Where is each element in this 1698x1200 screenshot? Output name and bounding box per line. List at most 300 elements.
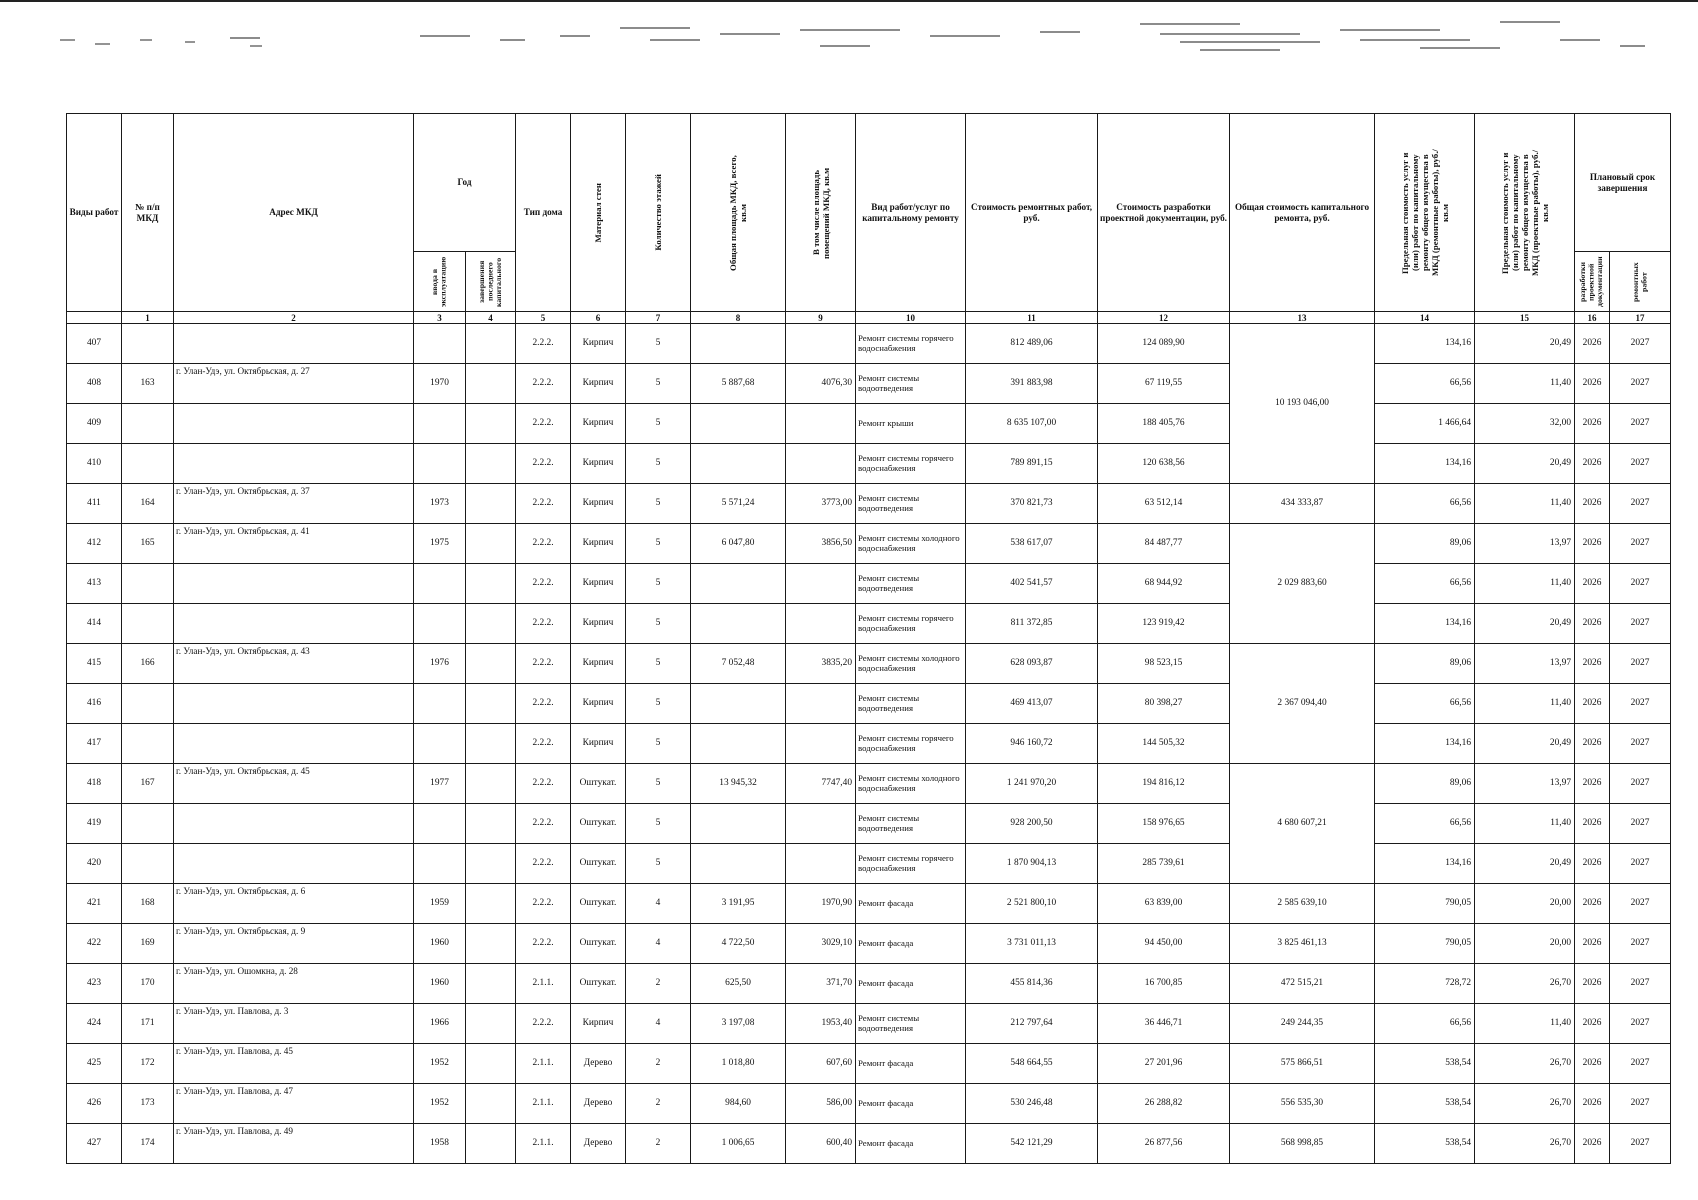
- header-year-commission-text: ввода в эксплуатацию: [430, 256, 448, 307]
- row-deadline-design: 2026: [1575, 484, 1610, 524]
- row-premises-area: 3773,00: [786, 484, 856, 524]
- row-limit-repair: 728,72: [1375, 964, 1475, 1004]
- row-year-commission: [414, 684, 466, 724]
- scan-noise-header: [0, 0, 1698, 110]
- row-floors: 5: [626, 444, 691, 484]
- row-repair-cost: 402 541,57: [966, 564, 1098, 604]
- row-work-id: 421: [67, 884, 122, 924]
- row-work-type: Ремонт системы холодного водоснабжения: [856, 524, 966, 564]
- row-year-commission: 1959: [414, 884, 466, 924]
- row-house-type: 2.2.2.: [516, 364, 571, 404]
- table-row: [67, 844, 1671, 884]
- row-address: г. Улан-Удэ, ул. Павлова, д. 47: [174, 1084, 414, 1124]
- row-limit-design: 20,49: [1475, 604, 1575, 644]
- table-row: [67, 564, 1671, 604]
- row-design-cost: 36 446,71: [1098, 1004, 1230, 1044]
- row-address: г. Улан-Удэ, ул. Октябрьская, д. 43: [174, 644, 414, 684]
- table-row: [67, 444, 1671, 484]
- row-floors: 2: [626, 1084, 691, 1124]
- row-year-last-repair: [466, 884, 516, 924]
- row-house-type: 2.2.2.: [516, 924, 571, 964]
- row-work-id: 423: [67, 964, 122, 1004]
- row-floors: 5: [626, 804, 691, 844]
- row-repair-cost: 370 821,73: [966, 484, 1098, 524]
- row-limit-design: 20,00: [1475, 884, 1575, 924]
- row-deadline-design: 2026: [1575, 1084, 1610, 1124]
- row-year-commission: 1960: [414, 924, 466, 964]
- row-total-cost: 2 029 883,60: [1230, 524, 1375, 644]
- row-total-area: [691, 684, 786, 724]
- row-house-type: 2.2.2.: [516, 524, 571, 564]
- col-number: 2: [174, 312, 414, 324]
- table-row: [67, 404, 1671, 444]
- table-row: [67, 1004, 1671, 1044]
- header-wall-material: [571, 114, 626, 312]
- row-limit-design: 11,40: [1475, 684, 1575, 724]
- row-work-type: Ремонт фасада: [856, 1124, 966, 1164]
- row-address: г. Улан-Удэ, ул. Ошомкна, д. 28: [174, 964, 414, 1004]
- row-total-area: 3 197,08: [691, 1004, 786, 1044]
- row-house-type: 2.1.1.: [516, 1124, 571, 1164]
- row-floors: 5: [626, 764, 691, 804]
- row-premises-area: 3835,20: [786, 644, 856, 684]
- row-year-commission: [414, 564, 466, 604]
- row-deadline-repair: 2027: [1610, 1084, 1671, 1124]
- row-address: г. Улан-Удэ, ул. Павлова, д. 49: [174, 1124, 414, 1164]
- row-limit-design: 11,40: [1475, 1004, 1575, 1044]
- row-deadline-repair: 2027: [1610, 564, 1671, 604]
- row-total-area: [691, 724, 786, 764]
- row-work-type: Ремонт системы холодного водоснабжения: [856, 764, 966, 804]
- row-mkd-number: 164: [122, 484, 174, 524]
- row-premises-area: [786, 844, 856, 884]
- row-address: г. Улан-Удэ, ул. Октябрьская, д. 9: [174, 924, 414, 964]
- row-address: г. Улан-Удэ, ул. Октябрьская, д. 41: [174, 524, 414, 564]
- row-total-cost: 556 535,30: [1230, 1084, 1375, 1124]
- row-work-type: Ремонт системы горячего водоснабжения: [856, 724, 966, 764]
- row-work-id: 422: [67, 924, 122, 964]
- row-deadline-repair: 2027: [1610, 404, 1671, 444]
- row-limit-repair: 66,56: [1375, 684, 1475, 724]
- row-total-area: [691, 564, 786, 604]
- row-wall-material: Кирпич: [571, 484, 626, 524]
- row-year-last-repair: [466, 684, 516, 724]
- row-mkd-number: 174: [122, 1124, 174, 1164]
- row-repair-cost: 1 241 970,20: [966, 764, 1098, 804]
- row-total-cost: 3 825 461,13: [1230, 924, 1375, 964]
- row-work-id: 409: [67, 404, 122, 444]
- row-address: г. Улан-Удэ, ул. Октябрьская, д. 45: [174, 764, 414, 804]
- row-design-cost: 144 505,32: [1098, 724, 1230, 764]
- row-work-id: 411: [67, 484, 122, 524]
- row-year-last-repair: [466, 604, 516, 644]
- row-floors: 5: [626, 524, 691, 564]
- row-house-type: 2.2.2.: [516, 604, 571, 644]
- header-total-cost: Общая стоимость капитального ремонта, руб.: [1230, 114, 1375, 312]
- table-row: [67, 724, 1671, 764]
- row-work-id: 413: [67, 564, 122, 604]
- row-deadline-repair: 2027: [1610, 724, 1671, 764]
- row-limit-design: 20,49: [1475, 724, 1575, 764]
- row-year-last-repair: [466, 1044, 516, 1084]
- row-design-cost: 124 089,90: [1098, 324, 1230, 364]
- row-year-commission: [414, 844, 466, 884]
- row-repair-cost: 8 635 107,00: [966, 404, 1098, 444]
- row-wall-material: Дерево: [571, 1124, 626, 1164]
- row-address: [174, 844, 414, 884]
- row-design-cost: 63 839,00: [1098, 884, 1230, 924]
- row-mkd-number: [122, 324, 174, 364]
- row-wall-material: Оштукат.: [571, 764, 626, 804]
- row-address: [174, 724, 414, 764]
- row-work-id: 425: [67, 1044, 122, 1084]
- row-house-type: 2.2.2.: [516, 764, 571, 804]
- row-deadline-design: 2026: [1575, 724, 1610, 764]
- row-year-last-repair: [466, 764, 516, 804]
- row-deadline-repair: 2027: [1610, 924, 1671, 964]
- row-year-last-repair: [466, 644, 516, 684]
- row-limit-repair: 1 466,64: [1375, 404, 1475, 444]
- row-deadline-design: 2026: [1575, 924, 1610, 964]
- row-work-type: Ремонт системы горячего водоснабжения: [856, 444, 966, 484]
- row-work-type: Ремонт фасада: [856, 884, 966, 924]
- row-deadline-repair: 2027: [1610, 484, 1671, 524]
- row-year-commission: 1960: [414, 964, 466, 1004]
- table-row: [67, 524, 1671, 564]
- capital-repair-table: [66, 113, 1671, 1164]
- row-deadline-design: 2026: [1575, 804, 1610, 844]
- row-house-type: 2.1.1.: [516, 1044, 571, 1084]
- table-row: [67, 1084, 1671, 1124]
- row-design-cost: 120 638,56: [1098, 444, 1230, 484]
- row-repair-cost: 812 489,06: [966, 324, 1098, 364]
- row-work-id: 416: [67, 684, 122, 724]
- header-address: Адрес МКД: [174, 114, 414, 312]
- row-year-last-repair: [466, 1084, 516, 1124]
- row-premises-area: 4076,30: [786, 364, 856, 404]
- row-wall-material: Дерево: [571, 1084, 626, 1124]
- row-year-last-repair: [466, 844, 516, 884]
- row-total-area: 984,60: [691, 1084, 786, 1124]
- row-premises-area: 607,60: [786, 1044, 856, 1084]
- row-house-type: 2.2.2.: [516, 804, 571, 844]
- row-year-commission: [414, 604, 466, 644]
- row-year-commission: [414, 324, 466, 364]
- row-premises-area: 3029,10: [786, 924, 856, 964]
- row-repair-cost: 469 413,07: [966, 684, 1098, 724]
- row-deadline-repair: 2027: [1610, 364, 1671, 404]
- row-year-last-repair: [466, 404, 516, 444]
- table-row: [67, 484, 1671, 524]
- row-year-last-repair: [466, 524, 516, 564]
- col-number-empty: [67, 312, 122, 324]
- row-premises-area: 7747,40: [786, 764, 856, 804]
- row-premises-area: 3856,50: [786, 524, 856, 564]
- row-limit-repair: 790,05: [1375, 884, 1475, 924]
- header-mkd-number: № п/п МКД: [122, 114, 174, 312]
- row-floors: 5: [626, 324, 691, 364]
- table-row: [67, 684, 1671, 724]
- row-total-cost: 2 367 094,40: [1230, 644, 1375, 764]
- row-house-type: 2.2.2.: [516, 1004, 571, 1044]
- row-premises-area: [786, 724, 856, 764]
- row-work-id: 426: [67, 1084, 122, 1124]
- row-deadline-design: 2026: [1575, 1044, 1610, 1084]
- row-work-id: 418: [67, 764, 122, 804]
- row-limit-repair: 538,54: [1375, 1084, 1475, 1124]
- table-body: [67, 324, 1671, 1164]
- row-repair-cost: 3 731 011,13: [966, 924, 1098, 964]
- row-wall-material: Кирпич: [571, 1004, 626, 1044]
- col-number: 10: [856, 312, 966, 324]
- row-deadline-repair: 2027: [1610, 684, 1671, 724]
- row-deadline-design: 2026: [1575, 764, 1610, 804]
- row-deadline-repair: 2027: [1610, 844, 1671, 884]
- row-year-commission: 1952: [414, 1044, 466, 1084]
- row-work-id: 408: [67, 364, 122, 404]
- row-house-type: 2.2.2.: [516, 884, 571, 924]
- row-repair-cost: 455 814,36: [966, 964, 1098, 1004]
- header-wall-material-text: Материал стен: [593, 182, 604, 243]
- row-total-area: 3 191,95: [691, 884, 786, 924]
- row-work-type: Ремонт системы холодного водоснабжения: [856, 644, 966, 684]
- row-work-id: 407: [67, 324, 122, 364]
- row-design-cost: 98 523,15: [1098, 644, 1230, 684]
- row-design-cost: 188 405,76: [1098, 404, 1230, 444]
- row-design-cost: 94 450,00: [1098, 924, 1230, 964]
- row-deadline-design: 2026: [1575, 324, 1610, 364]
- row-year-commission: 1976: [414, 644, 466, 684]
- row-house-type: 2.2.2.: [516, 324, 571, 364]
- row-deadline-repair: 2027: [1610, 964, 1671, 1004]
- col-number: 8: [691, 312, 786, 324]
- row-work-id: 412: [67, 524, 122, 564]
- header-floors-text: Количество этажей: [653, 174, 664, 251]
- row-address: г. Улан-Удэ, ул. Павлова, д. 3: [174, 1004, 414, 1044]
- row-total-area: [691, 604, 786, 644]
- row-limit-design: 20,49: [1475, 444, 1575, 484]
- row-mkd-number: 170: [122, 964, 174, 1004]
- row-house-type: 2.2.2.: [516, 444, 571, 484]
- row-design-cost: 67 119,55: [1098, 364, 1230, 404]
- row-limit-repair: 66,56: [1375, 364, 1475, 404]
- row-limit-design: 26,70: [1475, 964, 1575, 1004]
- row-floors: 5: [626, 644, 691, 684]
- header-deadline: Плановый срок завершения: [1575, 114, 1671, 252]
- row-total-area: [691, 804, 786, 844]
- row-design-cost: 80 398,27: [1098, 684, 1230, 724]
- row-premises-area: [786, 404, 856, 444]
- row-work-id: 419: [67, 804, 122, 844]
- row-limit-design: 26,70: [1475, 1044, 1575, 1084]
- row-year-commission: 1952: [414, 1084, 466, 1124]
- row-year-commission: 1958: [414, 1124, 466, 1164]
- row-work-id: 410: [67, 444, 122, 484]
- row-deadline-repair: 2027: [1610, 324, 1671, 364]
- row-total-area: 625,50: [691, 964, 786, 1004]
- row-floors: 5: [626, 724, 691, 764]
- row-work-type: Ремонт системы водоотведения: [856, 804, 966, 844]
- row-limit-design: 13,97: [1475, 764, 1575, 804]
- row-mkd-number: [122, 444, 174, 484]
- row-total-area: [691, 444, 786, 484]
- row-repair-cost: 391 883,98: [966, 364, 1098, 404]
- row-deadline-design: 2026: [1575, 364, 1610, 404]
- header-limit-design-text: Предельная стоимость услуг и (или) работ по капитальному ремонту общего имущества в МКД (проектные работы), руб./кв.м: [1499, 149, 1550, 276]
- row-year-last-repair: [466, 1004, 516, 1044]
- row-design-cost: 194 816,12: [1098, 764, 1230, 804]
- row-address: [174, 684, 414, 724]
- row-address: [174, 564, 414, 604]
- row-deadline-design: 2026: [1575, 844, 1610, 884]
- row-house-type: 2.2.2.: [516, 644, 571, 684]
- row-mkd-number: [122, 844, 174, 884]
- row-address: г. Улан-Удэ, ул. Октябрьская, д. 27: [174, 364, 414, 404]
- row-repair-cost: 538 617,07: [966, 524, 1098, 564]
- col-number: 5: [516, 312, 571, 324]
- col-number: 11: [966, 312, 1098, 324]
- row-premises-area: [786, 324, 856, 364]
- row-premises-area: [786, 804, 856, 844]
- row-deadline-design: 2026: [1575, 964, 1610, 1004]
- row-repair-cost: 628 093,87: [966, 644, 1098, 684]
- row-total-area: 1 018,80: [691, 1044, 786, 1084]
- row-deadline-design: 2026: [1575, 404, 1610, 444]
- row-total-area: 5 571,24: [691, 484, 786, 524]
- row-mkd-number: 169: [122, 924, 174, 964]
- row-mkd-number: [122, 564, 174, 604]
- row-year-last-repair: [466, 564, 516, 604]
- header-year-last-repair: [466, 252, 516, 312]
- header-total-area: [691, 114, 786, 312]
- row-floors: 4: [626, 924, 691, 964]
- row-design-cost: 16 700,85: [1098, 964, 1230, 1004]
- row-wall-material: Кирпич: [571, 524, 626, 564]
- row-work-id: 427: [67, 1124, 122, 1164]
- row-deadline-design: 2026: [1575, 1124, 1610, 1164]
- row-work-type: Ремонт фасада: [856, 924, 966, 964]
- row-limit-repair: 134,16: [1375, 444, 1475, 484]
- table-row: [67, 1124, 1671, 1164]
- row-limit-design: 26,70: [1475, 1084, 1575, 1124]
- row-limit-repair: 89,06: [1375, 764, 1475, 804]
- row-mkd-number: 171: [122, 1004, 174, 1044]
- row-premises-area: 1970,90: [786, 884, 856, 924]
- row-work-type: Ремонт системы горячего водоснабжения: [856, 844, 966, 884]
- row-total-cost: 575 866,51: [1230, 1044, 1375, 1084]
- header-limit-repair-text: Предельная стоимость услуг и (или) работ по капитальному ремонту общего имущества в МКД (ремонтные работы), руб./кв.м: [1399, 149, 1450, 276]
- row-address: [174, 444, 414, 484]
- row-premises-area: [786, 444, 856, 484]
- row-floors: 5: [626, 564, 691, 604]
- row-wall-material: Оштукат.: [571, 844, 626, 884]
- row-house-type: 2.2.2.: [516, 404, 571, 444]
- row-work-type: Ремонт системы водоотведения: [856, 364, 966, 404]
- row-limit-repair: 66,56: [1375, 1004, 1475, 1044]
- row-year-last-repair: [466, 364, 516, 404]
- row-year-commission: 1973: [414, 484, 466, 524]
- row-premises-area: 371,70: [786, 964, 856, 1004]
- header-work-type: Вид работ/услуг по капитальному ремонту: [856, 114, 966, 312]
- row-address: г. Улан-Удэ, ул. Октябрьская, д. 37: [174, 484, 414, 524]
- row-address: [174, 324, 414, 364]
- row-total-cost: 568 998,85: [1230, 1124, 1375, 1164]
- row-repair-cost: 811 372,85: [966, 604, 1098, 644]
- row-deadline-repair: 2027: [1610, 764, 1671, 804]
- row-address: [174, 804, 414, 844]
- row-deadline-repair: 2027: [1610, 1004, 1671, 1044]
- table-row: [67, 804, 1671, 844]
- row-house-type: 2.2.2.: [516, 484, 571, 524]
- capital-repair-table-sheet: [66, 113, 1670, 1164]
- row-limit-repair: 790,05: [1375, 924, 1475, 964]
- row-year-last-repair: [466, 964, 516, 1004]
- header-premises-area: [786, 114, 856, 312]
- row-year-commission: 1977: [414, 764, 466, 804]
- row-deadline-repair: 2027: [1610, 1044, 1671, 1084]
- col-number: 13: [1230, 312, 1375, 324]
- row-year-commission: [414, 444, 466, 484]
- col-number: 15: [1475, 312, 1575, 324]
- table-row: [67, 644, 1671, 684]
- row-design-cost: 285 739,61: [1098, 844, 1230, 884]
- row-limit-repair: 66,56: [1375, 484, 1475, 524]
- header-limit-repair: [1375, 114, 1475, 312]
- row-wall-material: Кирпич: [571, 684, 626, 724]
- row-floors: 4: [626, 884, 691, 924]
- header-deadline-repair: [1610, 252, 1671, 312]
- col-number: 17: [1610, 312, 1671, 324]
- row-work-id: 420: [67, 844, 122, 884]
- row-limit-design: 20,49: [1475, 844, 1575, 884]
- row-deadline-design: 2026: [1575, 1004, 1610, 1044]
- row-work-type: Ремонт фасада: [856, 1084, 966, 1124]
- row-total-area: 1 006,65: [691, 1124, 786, 1164]
- row-work-id: 414: [67, 604, 122, 644]
- row-premises-area: [786, 684, 856, 724]
- row-mkd-number: [122, 404, 174, 444]
- col-number: 9: [786, 312, 856, 324]
- row-deadline-repair: 2027: [1610, 644, 1671, 684]
- row-limit-design: 11,40: [1475, 364, 1575, 404]
- row-repair-cost: 542 121,29: [966, 1124, 1098, 1164]
- col-number: 3: [414, 312, 466, 324]
- row-repair-cost: 548 664,55: [966, 1044, 1098, 1084]
- row-address: г. Улан-Удэ, ул. Павлова, д. 45: [174, 1044, 414, 1084]
- row-wall-material: Оштукат.: [571, 964, 626, 1004]
- col-number: 1: [122, 312, 174, 324]
- row-total-area: 5 887,68: [691, 364, 786, 404]
- row-work-type: Ремонт фасада: [856, 1044, 966, 1084]
- row-year-last-repair: [466, 804, 516, 844]
- row-limit-design: 20,49: [1475, 324, 1575, 364]
- row-limit-design: 11,40: [1475, 484, 1575, 524]
- header-deadline-design-text: разработки проектной документации: [1578, 256, 1605, 307]
- row-address: [174, 404, 414, 444]
- row-design-cost: 26 877,56: [1098, 1124, 1230, 1164]
- header-year: Год: [414, 114, 516, 252]
- row-year-commission: [414, 404, 466, 444]
- row-total-area: [691, 404, 786, 444]
- row-total-cost: 434 333,87: [1230, 484, 1375, 524]
- row-address: [174, 604, 414, 644]
- row-work-type: Ремонт системы горячего водоснабжения: [856, 324, 966, 364]
- header-premises-area-text: В том числе площадь помещений МКД, кв.м: [810, 166, 831, 259]
- row-work-id: 415: [67, 644, 122, 684]
- row-total-cost: 10 193 046,00: [1230, 324, 1375, 484]
- row-mkd-number: 173: [122, 1084, 174, 1124]
- row-mkd-number: [122, 804, 174, 844]
